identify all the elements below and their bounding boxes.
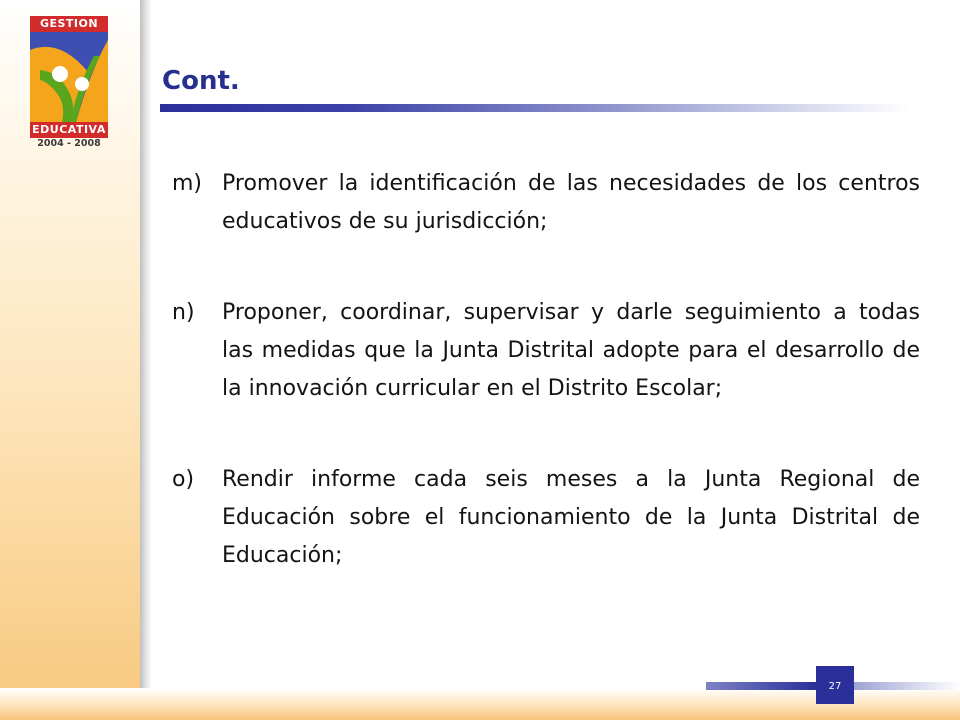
logo-brand-bottom: EDUCATIVA [30, 122, 108, 138]
logo-brand-top: GESTION [30, 16, 108, 32]
logo-years: 2004 - 2008 [37, 138, 101, 149]
page-number-badge: 27 [816, 666, 854, 704]
title-underline [160, 104, 910, 112]
item-marker: o) [172, 467, 195, 492]
list-item-o [172, 461, 920, 575]
gestion-educativa-logo [30, 16, 108, 150]
page-number-rule-left [706, 682, 816, 690]
item-text: Promover la identificación de las necesidades de los centros educativos de su jurisdicción; [222, 171, 920, 234]
item-marker: n) [172, 300, 195, 325]
item-text: Rendir informe cada seis meses a la Junta Regional de Educación sobre el funcionamiento de la Junta Distrital de Educación; [222, 467, 920, 568]
item-list [172, 165, 920, 628]
list-item-n [172, 294, 920, 408]
page-number-rule-right [854, 682, 960, 690]
item-text: Proponer, coordinar, supervisar y darle seguimiento a todas las medidas que la Junta Distrital adopte para el desarrollo de la innovación curricular en el Distrito Escolar; [222, 300, 920, 401]
slide-title: Cont. [162, 66, 240, 96]
list-item-m [172, 165, 920, 241]
school-logo-icon [30, 32, 108, 122]
band-edge-shadow [140, 0, 152, 720]
item-marker: m) [172, 171, 203, 196]
